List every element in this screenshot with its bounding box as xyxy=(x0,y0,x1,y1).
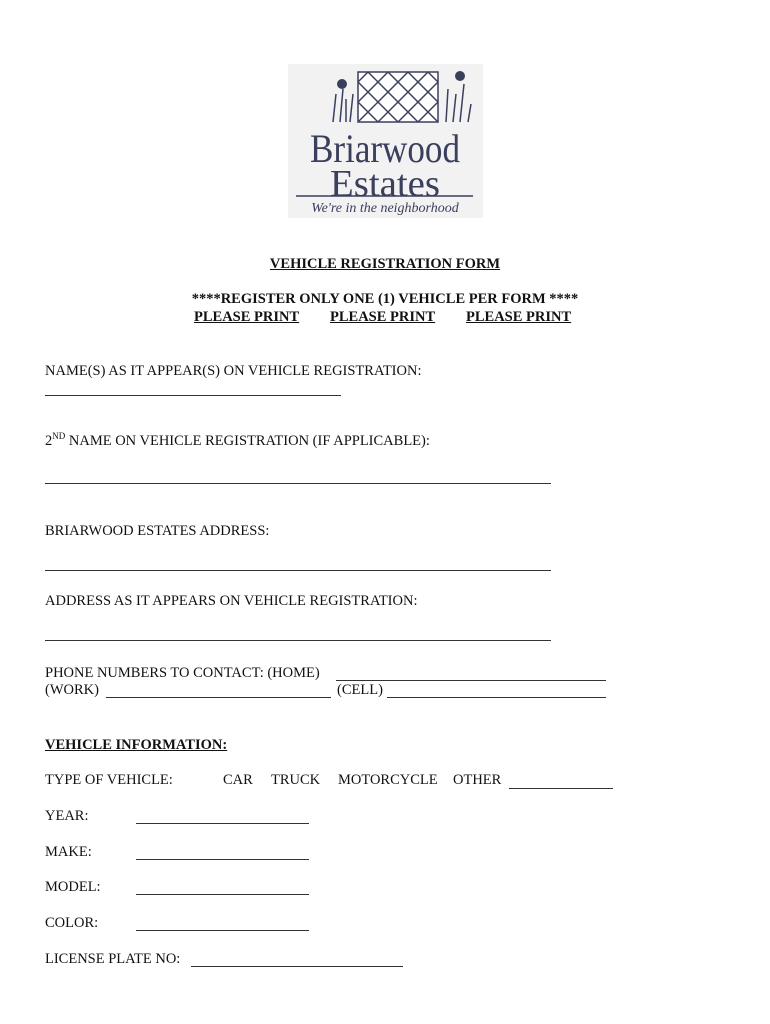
color-label: COLOR: xyxy=(45,915,99,931)
svg-text:We're in the neighborhood: We're in the neighborhood xyxy=(311,201,459,216)
registration-address-field[interactable] xyxy=(45,628,551,641)
color-field[interactable] xyxy=(136,918,309,931)
vehicle-info-heading: VEHICLE INFORMATION: xyxy=(45,737,228,753)
form-title: VEHICLE REGISTRATION FORM xyxy=(269,256,501,272)
make-field[interactable] xyxy=(136,847,309,860)
names-label: NAME(S) AS IT APPEAR(S) ON VEHICLE REGISTRATION: xyxy=(45,363,422,379)
phone-home-label: PHONE NUMBERS TO CONTACT: (HOME) xyxy=(45,665,320,681)
please-print-1: PLEASE PRINT xyxy=(194,309,300,325)
names-field[interactable] xyxy=(45,383,341,396)
type-option-motorcycle[interactable]: MOTORCYCLE xyxy=(338,772,438,788)
phone-cell-label: (CELL) xyxy=(337,682,383,698)
other-type-field[interactable] xyxy=(509,776,613,789)
make-label: MAKE: xyxy=(45,844,92,860)
briarwood-address-label: BRIARWOOD ESTATES ADDRESS: xyxy=(45,523,270,539)
svg-text:Estates: Estates xyxy=(330,163,440,205)
briarwood-estates-logo xyxy=(288,64,483,218)
phone-cell-field[interactable] xyxy=(387,685,606,698)
model-label: MODEL: xyxy=(45,879,101,895)
vehicle-type-label: TYPE OF VEHICLE: xyxy=(45,772,173,788)
model-field[interactable] xyxy=(136,882,309,895)
second-name-label: 2ND NAME ON VEHICLE REGISTRATION (IF APPLICABLE): xyxy=(45,431,430,449)
please-print-2: PLEASE PRINT xyxy=(330,309,436,325)
second-name-field[interactable] xyxy=(45,471,551,484)
type-option-other[interactable]: OTHER xyxy=(453,772,502,788)
phone-work-label: (WORK) xyxy=(45,682,99,698)
license-plate-field[interactable] xyxy=(191,954,403,967)
registration-address-label: ADDRESS AS IT APPEARS ON VEHICLE REGISTRATION: xyxy=(45,593,418,609)
license-plate-label: LICENSE PLATE NO: xyxy=(45,951,181,967)
type-option-car[interactable]: CAR xyxy=(223,772,253,788)
svg-text:Briarwood: Briarwood xyxy=(310,126,460,171)
phone-home-field[interactable] xyxy=(336,668,606,681)
phone-work-field[interactable] xyxy=(106,685,331,698)
one-vehicle-notice: ****REGISTER ONLY ONE (1) VEHICLE PER FORM **** xyxy=(191,291,579,307)
type-option-truck[interactable]: TRUCK xyxy=(271,772,321,788)
briarwood-address-field[interactable] xyxy=(45,558,551,571)
year-label: YEAR: xyxy=(45,808,89,824)
year-field[interactable] xyxy=(136,811,309,824)
please-print-3: PLEASE PRINT xyxy=(466,309,572,325)
